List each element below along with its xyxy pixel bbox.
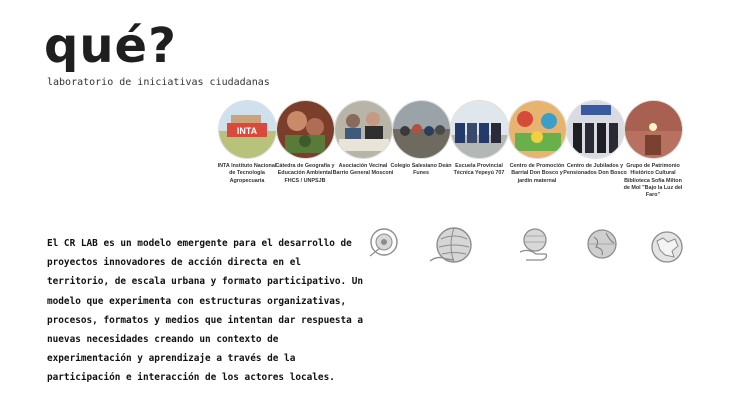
hand-globe-sketch-icon bbox=[428, 225, 476, 269]
org-inta bbox=[218, 100, 276, 210]
org-colegio bbox=[392, 100, 450, 210]
page-title: qué? bbox=[44, 18, 177, 74]
org-photo bbox=[508, 100, 567, 159]
svg-text:INTA: INTA bbox=[236, 126, 258, 136]
org-label: Colegio Salesiano Deán Funes bbox=[390, 163, 452, 177]
org-photo bbox=[392, 100, 451, 159]
page-subtitle: laboratorio de iniciativas ciudadanas bbox=[47, 77, 270, 88]
org-escuela bbox=[450, 100, 508, 210]
org-photo bbox=[450, 100, 509, 159]
org-label: Asociación Vecinal Barrio General Mosconi bbox=[332, 163, 394, 177]
org-photo bbox=[566, 100, 625, 159]
target-sketch-icon bbox=[366, 226, 402, 260]
org-patrimonio bbox=[624, 100, 682, 210]
description-paragraph: El CR LAB es un modelo emergente para el desarrollo de proyectos innovadores de acción directa en el territorio, de escala urbana y formato participativo. Un modelo que experimenta con estructuras organizativas, procesos, formatos y medios que intentan dar respuesta a nuevas necesidades creando un contexto de experimentación y aprendizaje a través de la participación e interacción de los actores locales. bbox=[47, 238, 364, 384]
org-catedra bbox=[276, 100, 334, 210]
org-centro-promocion bbox=[508, 100, 566, 210]
org-label: INTA Instituto Nacional de Tecnología Agropecuaria bbox=[217, 163, 277, 184]
org-label: Escuela Provincial Técnica Yepeyú 707 bbox=[453, 163, 505, 177]
org-photo bbox=[624, 100, 683, 159]
org-label: Centro de Promoción Barrial Don Bosco y jardín maternal bbox=[509, 163, 565, 184]
org-label: Centro de Jubilados y Pensionados Don Bosco bbox=[563, 163, 627, 177]
org-label: Grupo de Patrimonio Histórico Cultural Biblioteca Sofía Milton de Mol "Bajo la Luz del Faro" bbox=[623, 163, 683, 199]
org-label: Cátedra de Geografía y Educación Ambiental FHCS / UNPSJB bbox=[275, 163, 335, 184]
map-sketch-icon bbox=[648, 229, 686, 265]
organizations-row bbox=[218, 100, 688, 210]
org-centro-jubilados bbox=[563, 100, 627, 210]
globe-sketch-icon bbox=[584, 227, 620, 261]
org-asociacion bbox=[334, 100, 392, 210]
org-photo bbox=[334, 100, 393, 159]
org-photo bbox=[276, 100, 335, 159]
org-photo bbox=[218, 100, 277, 159]
hand-sphere-sketch-icon bbox=[516, 226, 552, 264]
